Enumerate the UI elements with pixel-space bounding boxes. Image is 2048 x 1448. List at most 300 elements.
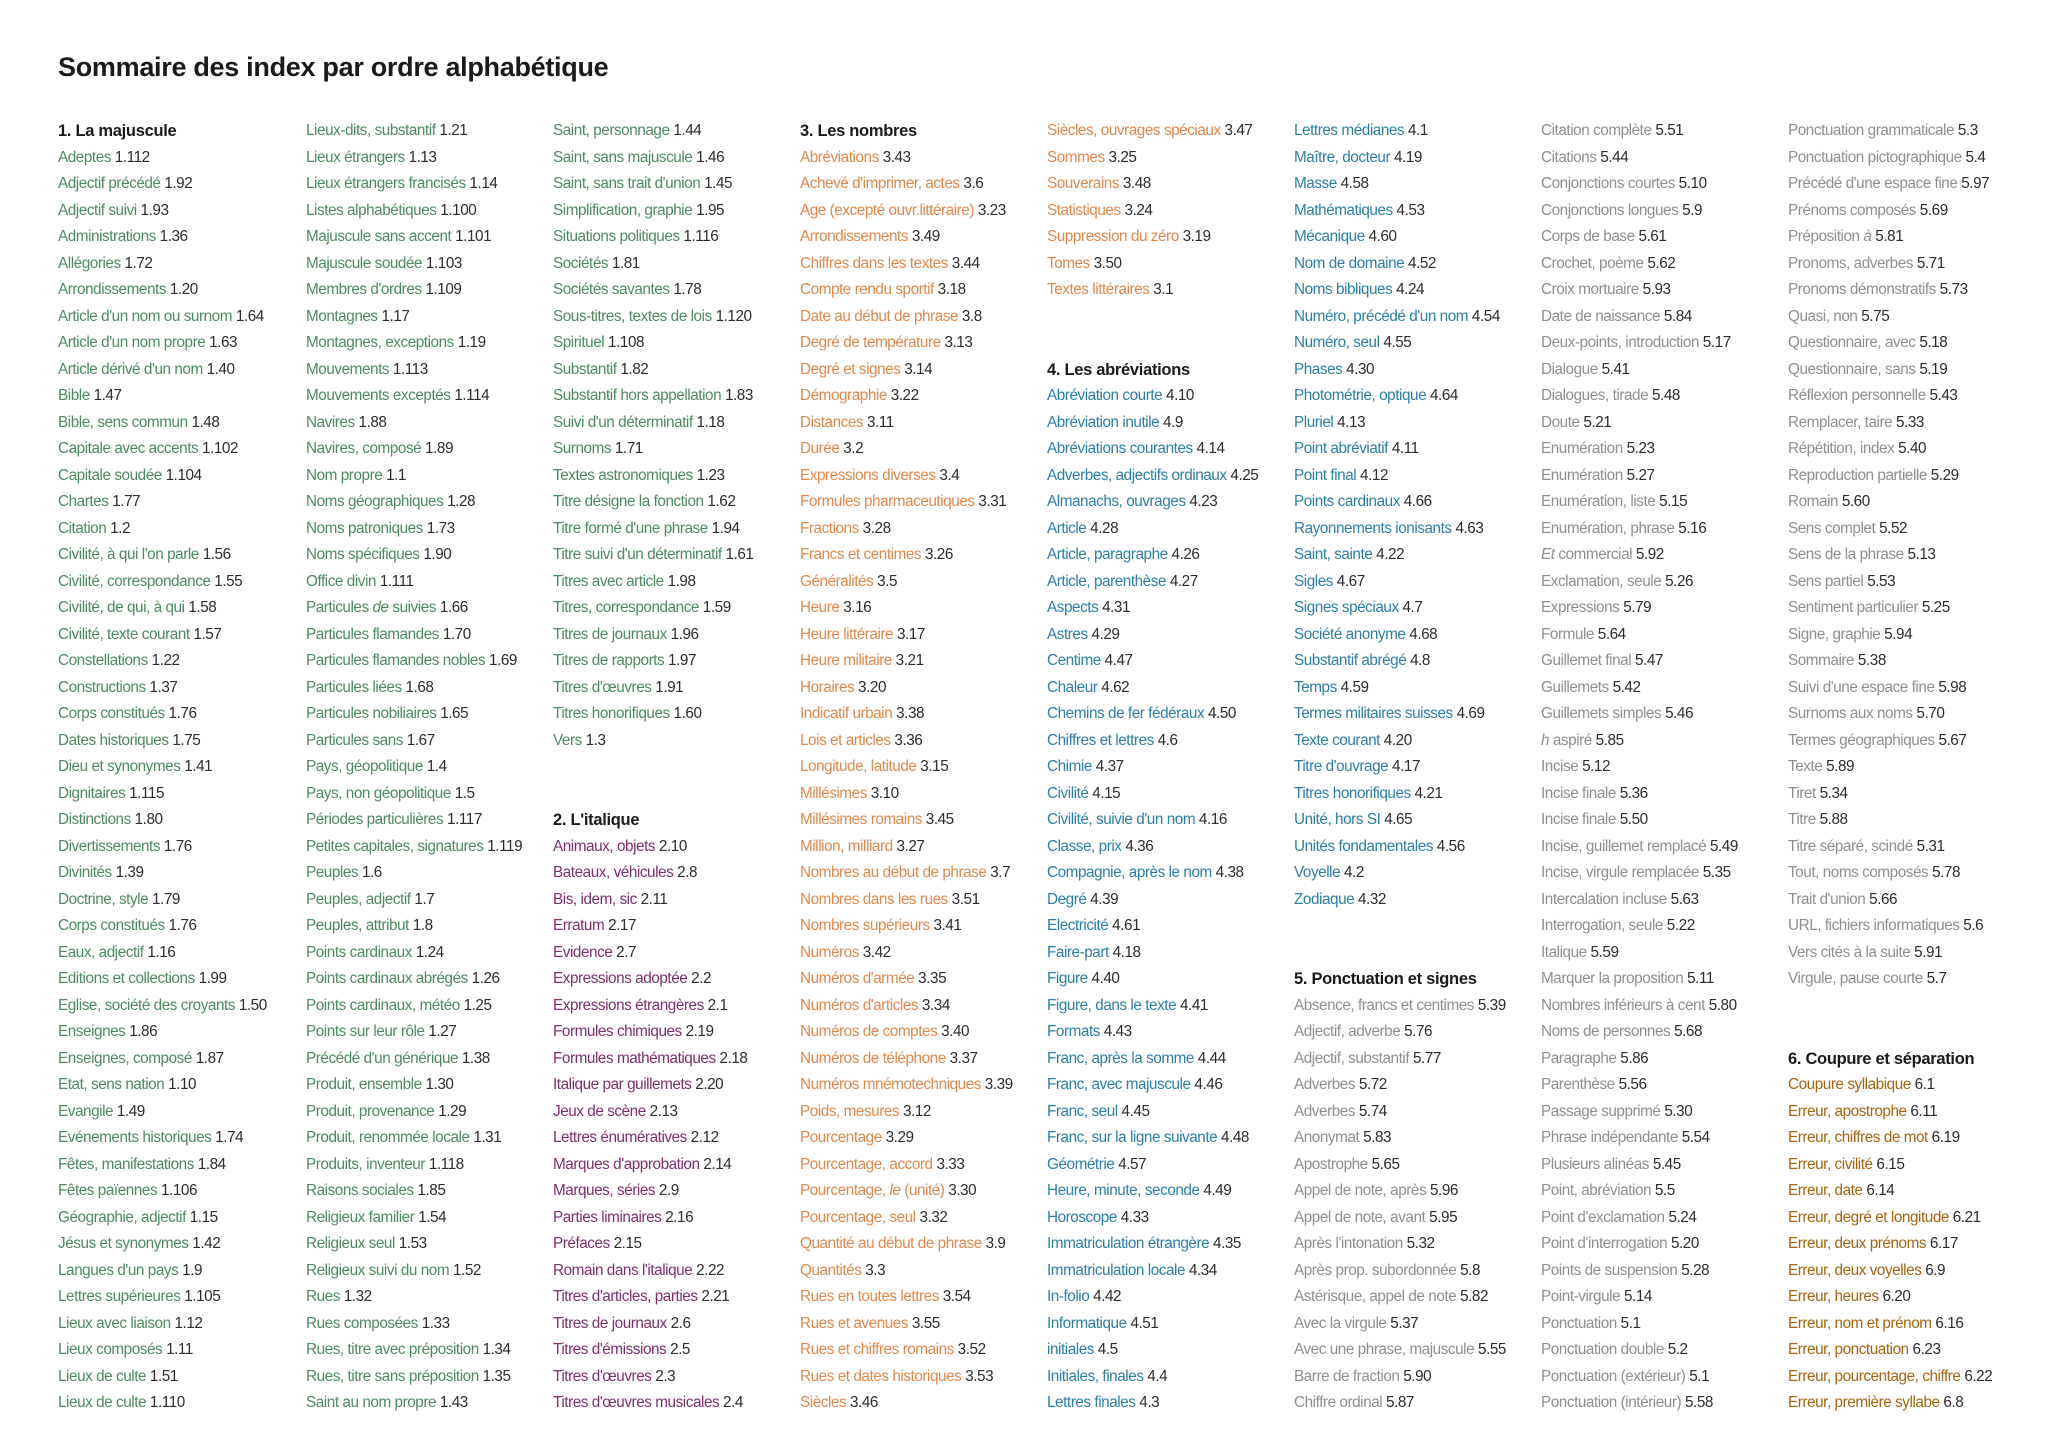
entry-reference: 5.45 xyxy=(1652,1155,1681,1173)
spacer xyxy=(1788,993,2032,1020)
index-entry xyxy=(1294,860,1538,887)
index-entry xyxy=(800,1099,1044,1126)
index-entry xyxy=(306,463,550,490)
entry-reference: 1.99 xyxy=(198,970,227,987)
entry-reference: 5.34 xyxy=(1819,784,1848,802)
entry-label: Editions et collections xyxy=(58,970,195,987)
entry-label: Lieux-dits, substantif xyxy=(306,122,436,139)
entry-reference: 5.53 xyxy=(1867,572,1896,590)
index-entry xyxy=(1047,648,1291,675)
entry-reference: 5.39 xyxy=(1477,996,1506,1014)
index-entry xyxy=(800,410,1044,437)
entry-reference: 1.11 xyxy=(166,1341,193,1358)
index-entry xyxy=(1294,781,1538,808)
entry-reference: 2.8 xyxy=(677,864,698,881)
index-entry xyxy=(1541,781,1785,808)
entry-label: Photométrie, optique xyxy=(1294,387,1427,404)
entry-reference: 6.16 xyxy=(1935,1314,1964,1332)
index-entry xyxy=(1294,754,1538,781)
entry-reference: 4.14 xyxy=(1196,440,1225,457)
index-entry xyxy=(58,1390,302,1417)
entry-label: Dialogue xyxy=(1541,360,1598,378)
entry-reference: 1.74 xyxy=(215,1129,244,1146)
entry-label: Civilité, de qui, à qui xyxy=(58,599,185,616)
entry-label: Erreur, nom et prénom xyxy=(1788,1314,1932,1332)
index-entry xyxy=(1294,807,1538,834)
index-entry xyxy=(306,595,550,622)
index-entry xyxy=(306,940,550,967)
entry-reference: 4.37 xyxy=(1095,758,1124,775)
index-entry xyxy=(1541,860,1785,887)
entry-reference: 5.59 xyxy=(1590,943,1619,961)
index-entry xyxy=(306,860,550,887)
index-entry xyxy=(553,383,797,410)
index-entry xyxy=(58,145,302,172)
entry-reference: 1.9 xyxy=(182,1261,203,1279)
entry-label: Administrations xyxy=(58,228,156,245)
index-entry xyxy=(553,251,797,278)
entry-reference: 1.98 xyxy=(667,572,696,590)
index-entry xyxy=(1047,198,1291,225)
entry-label: Numéro, seul xyxy=(1294,334,1380,351)
index-entry xyxy=(1047,860,1291,887)
entry-label: Lettres énumératives xyxy=(553,1129,687,1146)
entry-reference: 1.24 xyxy=(415,943,444,961)
entry-reference: 1.114 xyxy=(454,387,490,404)
entry-label: Numéros mnémotechniques xyxy=(800,1076,981,1093)
entry-label: Géométrie xyxy=(1047,1155,1115,1173)
index-entry xyxy=(1294,436,1538,463)
index-entry xyxy=(1788,1311,2032,1338)
entry-reference: 4.57 xyxy=(1118,1155,1147,1173)
entry-reference: 1.73 xyxy=(426,519,455,537)
spacer xyxy=(1047,304,1291,331)
entry-label: Saint au nom propre xyxy=(306,1394,437,1411)
entry-label: Informatique xyxy=(1047,1314,1127,1332)
entry-label: Langues d'un pays xyxy=(58,1261,179,1279)
entry-label: Almanachs, ouvrages xyxy=(1047,493,1186,510)
entry-label: Titres de journaux xyxy=(553,625,667,643)
index-entry xyxy=(1788,171,2032,198)
index-entry xyxy=(1541,410,1785,437)
entry-label: Date de naissance xyxy=(1541,307,1661,325)
index-entry xyxy=(306,1178,550,1205)
index-entry xyxy=(800,993,1044,1020)
entry-reference: 5.52 xyxy=(1879,519,1908,537)
entry-reference: 1.111 xyxy=(379,572,414,590)
entry-label: Sommaire xyxy=(1788,652,1855,669)
entry-reference: 3.32 xyxy=(919,1208,948,1226)
entry-reference: 1.49 xyxy=(116,1102,145,1120)
entry-reference: 5.22 xyxy=(1666,917,1695,934)
entry-reference: 5.93 xyxy=(1642,281,1671,298)
index-entry xyxy=(58,489,302,516)
entry-label: Préfaces xyxy=(553,1235,610,1252)
entry-label: Horaires xyxy=(800,678,855,696)
entry-reference: 5.20 xyxy=(1670,1235,1699,1252)
page-title: Sommaire des index par ordre alphabétique xyxy=(58,52,609,82)
index-entry xyxy=(1788,118,2032,145)
index-entry xyxy=(1788,251,2032,278)
entry-reference: 5.76 xyxy=(1404,1023,1433,1040)
entry-reference: 3.28 xyxy=(862,519,891,537)
entry-reference: 3.29 xyxy=(885,1129,914,1146)
entry-reference: 1.18 xyxy=(696,413,725,431)
entry-reference: 1.8 xyxy=(412,917,433,934)
entry-label: Noms géographiques xyxy=(306,493,444,510)
entry-label: Horoscope xyxy=(1047,1208,1117,1226)
entry-reference: 6.11 xyxy=(1910,1102,1938,1120)
entry-reference: 4.32 xyxy=(1358,890,1386,908)
entry-reference: 6.9 xyxy=(1925,1261,1946,1279)
entry-label: Pronoms démonstratifs xyxy=(1788,281,1936,298)
index-entry xyxy=(58,1178,302,1205)
index-entry xyxy=(1047,569,1291,596)
entry-reference: 2.19 xyxy=(685,1023,714,1040)
entry-reference: 5.80 xyxy=(1708,996,1737,1014)
entry-reference: 5.12 xyxy=(1582,758,1611,775)
entry-reference: 1.119 xyxy=(487,837,523,855)
index-entry xyxy=(1294,1099,1538,1126)
entry-label: Montagnes, exceptions xyxy=(306,334,454,351)
entry-reference: 5.54 xyxy=(1681,1129,1710,1146)
index-entry xyxy=(306,224,550,251)
entry-label: Civilité, à qui l'on parle xyxy=(58,546,199,563)
index-entry xyxy=(1047,807,1291,834)
index-entry xyxy=(553,436,797,463)
entry-reference: 4.43 xyxy=(1103,1023,1132,1040)
index-entry xyxy=(1788,966,2032,993)
index-entry xyxy=(800,860,1044,887)
entry-label: Titres d'œuvres musicales xyxy=(553,1394,720,1411)
entry-reference: 3.24 xyxy=(1124,201,1153,219)
index-entry xyxy=(1788,1099,2032,1126)
entry-label: Rues et avenues xyxy=(800,1314,909,1332)
entry-reference: 5.16 xyxy=(1678,519,1707,537)
entry-reference: 5.71 xyxy=(1916,254,1945,272)
entry-label: Phrase indépendante xyxy=(1541,1129,1678,1146)
entry-label: Pourcentage xyxy=(800,1129,882,1146)
entry-label: Incise finale xyxy=(1541,784,1616,802)
entry-reference: 5.21 xyxy=(1583,413,1612,431)
entry-reference: 1.31 xyxy=(473,1129,502,1146)
entry-reference: 4.13 xyxy=(1337,413,1366,431)
entry-reference: 5.48 xyxy=(1651,387,1680,404)
entry-reference: 2.18 xyxy=(719,1049,748,1067)
entry-reference: 5.13 xyxy=(1907,546,1936,563)
entry-label: Adverbes, adjectifs ordinaux xyxy=(1047,466,1227,484)
index-entry xyxy=(58,1205,302,1232)
entry-reference: 3.43 xyxy=(882,148,911,166)
entry-reference: 1.42 xyxy=(192,1235,221,1252)
entry-reference: 5.50 xyxy=(1619,811,1648,828)
index-entry xyxy=(553,860,797,887)
entry-reference: 5.56 xyxy=(1618,1076,1647,1093)
index-entry xyxy=(800,1284,1044,1311)
entry-label: Article d'un nom propre xyxy=(58,334,206,351)
entry-reference: 1.21 xyxy=(439,122,468,139)
entry-reference: 1.22 xyxy=(151,652,180,669)
index-entry xyxy=(1788,940,2032,967)
section-heading: 6. Coupure et séparation xyxy=(1788,1049,1975,1068)
index-entry xyxy=(800,754,1044,781)
entry-reference: 2.16 xyxy=(665,1208,694,1226)
index-entry xyxy=(1294,330,1538,357)
index-entry xyxy=(1541,463,1785,490)
index-entry xyxy=(58,357,302,384)
entry-label: Substantif abrégé xyxy=(1294,652,1407,669)
index-entry xyxy=(800,198,1044,225)
index-entry xyxy=(1541,304,1785,331)
entry-label: Expressions diverses xyxy=(800,466,936,484)
index-entry xyxy=(1541,834,1785,861)
entry-reference: 1.53 xyxy=(398,1235,427,1252)
entry-reference: 5.40 xyxy=(1898,440,1927,457)
entry-reference: 1.48 xyxy=(191,413,220,431)
entry-label: Géographie, adjectif xyxy=(58,1208,186,1226)
index-entry xyxy=(800,251,1044,278)
index-entry xyxy=(553,542,797,569)
entry-label: Lieux étrangers xyxy=(306,148,405,166)
entry-reference: 4.25 xyxy=(1230,466,1259,484)
entry-reference: 5.28 xyxy=(1681,1261,1710,1279)
entry-label: Titre d'ouvrage xyxy=(1294,758,1389,775)
entry-reference: 5.27 xyxy=(1626,466,1655,484)
index-entry xyxy=(1047,224,1291,251)
index-entry xyxy=(58,1099,302,1126)
index-entry xyxy=(1541,1390,1785,1417)
entry-label: Formats xyxy=(1047,1023,1100,1040)
entry-reference: 2.2 xyxy=(691,970,712,987)
entry-reference: 1.120 xyxy=(715,307,752,325)
entry-reference: 4.15 xyxy=(1092,784,1121,802)
index-entry xyxy=(553,1205,797,1232)
index-entry xyxy=(58,648,302,675)
entry-label: Suppression du zéro xyxy=(1047,228,1179,245)
entry-label: Phases xyxy=(1294,360,1343,378)
index-entry xyxy=(58,887,302,914)
index-entry xyxy=(306,410,550,437)
spacer xyxy=(1294,913,1538,940)
index-column-8 xyxy=(1788,118,2032,1417)
entry-reference: 4.47 xyxy=(1104,652,1133,669)
entry-label: Heure littéraire xyxy=(800,625,894,643)
entry-reference: 1.27 xyxy=(428,1023,457,1040)
entry-label: Pourcentage, le (unité) xyxy=(800,1182,945,1199)
entry-label: Appel de note, avant xyxy=(1294,1208,1426,1226)
index-column-7 xyxy=(1541,118,1785,1417)
index-entry xyxy=(1788,701,2032,728)
index-entry xyxy=(553,277,797,304)
entry-reference: 1.26 xyxy=(471,970,500,987)
entry-reference: 5.17 xyxy=(1702,334,1731,351)
index-entry xyxy=(1788,277,2032,304)
entry-reference: 3.38 xyxy=(896,705,925,722)
entry-reference: 5.3 xyxy=(1957,122,1978,139)
entry-label: Produit, ensemble xyxy=(306,1076,422,1093)
entry-label: Prénoms composés xyxy=(1788,201,1916,219)
entry-label: Saint, sans trait d'union xyxy=(553,175,701,192)
index-entry xyxy=(1788,463,2032,490)
entry-label: Erreur, civilité xyxy=(1788,1155,1873,1173)
spacer xyxy=(1788,1019,2032,1046)
index-entry xyxy=(553,330,797,357)
index-column-4 xyxy=(800,118,1044,1417)
entry-reference: 1.64 xyxy=(235,307,264,325)
entry-label: Evénements historiques xyxy=(58,1129,212,1146)
entry-reference: 3.3 xyxy=(865,1261,886,1279)
entry-reference: 1.67 xyxy=(406,731,435,749)
entry-label: Points cardinaux xyxy=(1294,493,1400,510)
index-entry xyxy=(800,516,1044,543)
index-entry xyxy=(1788,1178,2032,1205)
index-entry xyxy=(800,1311,1044,1338)
entry-reference: 4.62 xyxy=(1101,678,1130,696)
index-entry xyxy=(1047,701,1291,728)
index-entry xyxy=(306,1337,550,1364)
entry-label: Centime xyxy=(1047,652,1101,669)
entry-reference: 1.102 xyxy=(202,440,239,457)
index-entry xyxy=(58,1364,302,1391)
entry-reference: 5.4 xyxy=(1965,148,1986,166)
entry-reference: 5.86 xyxy=(1620,1049,1649,1067)
entry-reference: 3.55 xyxy=(911,1314,940,1332)
entry-label: Questionnaire, sans xyxy=(1788,360,1916,378)
index-entry xyxy=(1294,622,1538,649)
entry-label: Noms patroniques xyxy=(306,519,423,537)
entry-label: Lieux de culte xyxy=(58,1367,147,1385)
entry-label: Citation xyxy=(58,519,107,537)
index-entry xyxy=(1047,781,1291,808)
entry-reference: 5.8 xyxy=(1460,1261,1481,1279)
entry-reference: 5.1 xyxy=(1620,1314,1641,1332)
entry-label: Particules flamandes xyxy=(306,625,439,643)
entry-reference: 1.25 xyxy=(463,996,492,1014)
index-entry xyxy=(1294,887,1538,914)
entry-label: Rues xyxy=(306,1288,340,1305)
entry-label: initiales xyxy=(1047,1341,1094,1358)
entry-reference: 5.70 xyxy=(1916,705,1945,722)
index-entry xyxy=(1047,1072,1291,1099)
spacer xyxy=(1047,330,1291,357)
entry-reference: 3.48 xyxy=(1122,175,1151,192)
index-entry xyxy=(800,357,1044,384)
entry-reference: 5.88 xyxy=(1819,811,1848,828)
entry-label: Saint, sans majuscule xyxy=(553,148,693,166)
entry-label: Surnoms aux noms xyxy=(1788,705,1913,722)
index-entry xyxy=(800,569,1044,596)
entry-reference: 4.24 xyxy=(1396,281,1425,298)
entry-reference: 4.8 xyxy=(1410,652,1430,669)
entry-label: Million, milliard xyxy=(800,837,893,855)
entry-reference: 1.56 xyxy=(202,546,231,563)
index-entry xyxy=(306,648,550,675)
index-entry xyxy=(1294,1337,1538,1364)
entry-label: Surnoms xyxy=(553,440,612,457)
entry-label: Age (excepté ouvr.littéraire) xyxy=(800,201,975,219)
index-entry xyxy=(553,1152,797,1179)
entry-reference: 5.64 xyxy=(1597,625,1626,643)
entry-reference: 3.30 xyxy=(948,1182,977,1199)
entry-label: Aspects xyxy=(1047,599,1099,616)
entry-label: Franc, sur la ligne suivante xyxy=(1047,1129,1218,1146)
index-entry xyxy=(1047,754,1291,781)
entry-reference: 3.41 xyxy=(933,917,962,934)
entry-reference: 1.37 xyxy=(149,678,178,696)
index-entry xyxy=(1541,171,1785,198)
entry-reference: 2.7 xyxy=(616,943,637,961)
index-entry xyxy=(800,542,1044,569)
entry-label: Erreur, degré et longitude xyxy=(1788,1208,1949,1226)
entry-label: Immatriculation locale xyxy=(1047,1261,1186,1279)
entry-reference: 1.81 xyxy=(611,254,640,272)
entry-label: Arrondissements xyxy=(800,228,909,245)
entry-label: Nombres supérieurs xyxy=(800,917,930,934)
entry-label: Distinctions xyxy=(58,811,131,828)
entry-label: Parties liminaires xyxy=(553,1208,662,1226)
entry-label: Produit, renommée locale xyxy=(306,1129,470,1146)
index-column-3 xyxy=(553,118,797,1417)
entry-label: Virgule, pause courte xyxy=(1788,970,1923,987)
spacer xyxy=(553,781,797,808)
index-entry xyxy=(800,1178,1044,1205)
index-entry xyxy=(58,516,302,543)
index-entry xyxy=(1788,304,2032,331)
entry-label: Raisons sociales xyxy=(306,1182,414,1199)
entry-reference: 4.6 xyxy=(1157,731,1178,749)
index-entry xyxy=(58,277,302,304)
entry-label: Points sur leur rôle xyxy=(306,1023,425,1040)
entry-label: Incise, virgule remplacée xyxy=(1541,864,1699,881)
index-entry xyxy=(58,1311,302,1338)
index-entry xyxy=(1294,569,1538,596)
index-entry xyxy=(306,1364,550,1391)
index-entry xyxy=(58,754,302,781)
index-entry xyxy=(1788,489,2032,516)
entry-reference: 3.9 xyxy=(985,1235,1006,1252)
entry-label: Astres xyxy=(1047,625,1088,643)
entry-label: Généralités xyxy=(800,572,874,590)
entry-reference: 1.108 xyxy=(608,334,645,351)
section-heading: 5. Ponctuation et signes xyxy=(1294,970,1477,988)
entry-reference: 1.66 xyxy=(439,599,468,616)
index-entry xyxy=(306,622,550,649)
entry-reference: 1.13 xyxy=(408,148,437,166)
index-entry xyxy=(306,1390,550,1417)
entry-label: Produit, provenance xyxy=(306,1102,435,1120)
entry-label: Titre formé d'une phrase xyxy=(553,519,708,537)
entry-label: Degré et signes xyxy=(800,360,901,378)
entry-reference: 4.34 xyxy=(1188,1261,1217,1279)
entry-label: Lieux de culte xyxy=(58,1394,147,1411)
entry-reference: 3.2 xyxy=(843,440,864,457)
entry-reference: 3.5 xyxy=(877,572,898,590)
entry-reference: 5.14 xyxy=(1623,1288,1652,1305)
entry-reference: 1.112 xyxy=(114,148,150,166)
index-entry xyxy=(1047,834,1291,861)
entry-reference: 2.10 xyxy=(658,837,687,855)
entry-reference: 5.46 xyxy=(1665,705,1694,722)
entry-reference: 5.65 xyxy=(1371,1155,1400,1173)
entry-reference: 1.12 xyxy=(174,1314,203,1332)
entry-reference: 3.15 xyxy=(920,758,949,775)
index-entry xyxy=(1047,118,1291,145)
index-entry xyxy=(306,436,550,463)
index-entry xyxy=(800,304,1044,331)
entry-label: Mouvements exceptés xyxy=(306,387,451,404)
entry-reference: 3.6 xyxy=(963,175,984,192)
index-entry xyxy=(1788,1337,2032,1364)
